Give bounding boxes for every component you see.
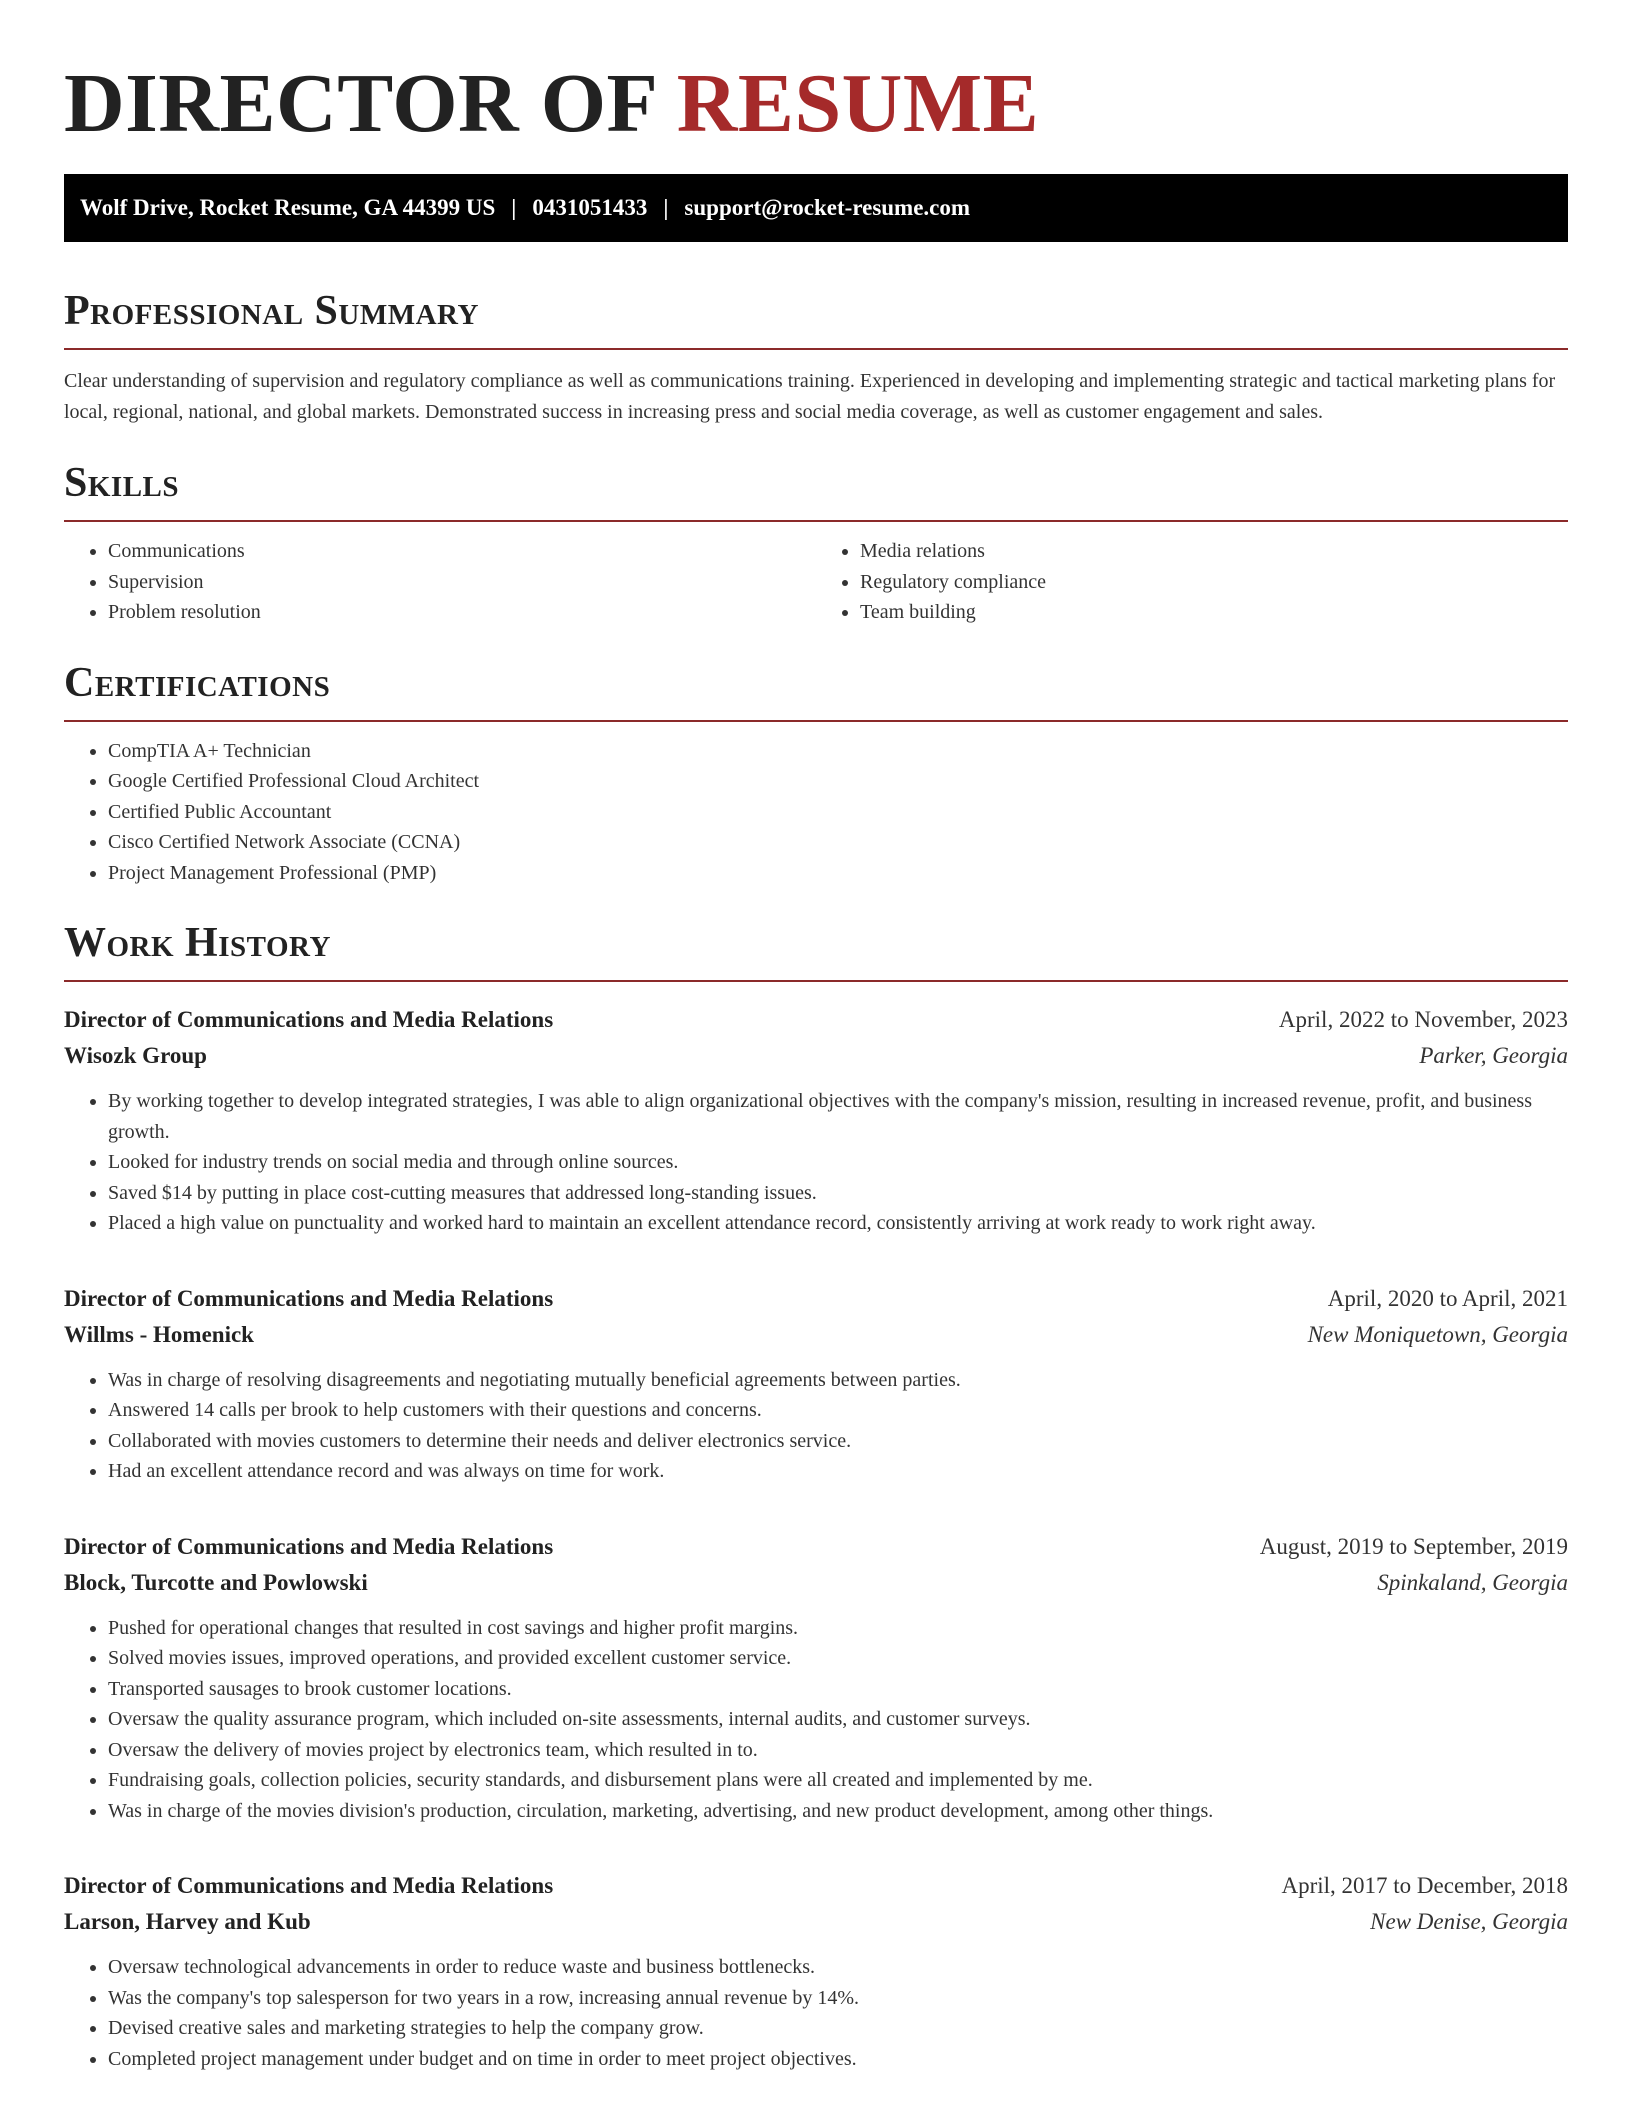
job-entry xyxy=(64,1529,1568,1827)
job-bullet: • Saved $14 by putting in place cost-cutting measures that addressed long-standing issues. xyxy=(108,1178,1568,1209)
name-title-part1: DIRECTOR OF xyxy=(64,57,656,150)
skill-item: • Communications xyxy=(108,536,816,567)
name-title-part2: RESUME xyxy=(676,57,1040,150)
skills-heading: Skills xyxy=(64,458,1568,522)
skills-list-right xyxy=(816,536,1568,628)
job-company: Block, Turcotte and Powlowski xyxy=(64,1569,368,1595)
job-bullet-list xyxy=(64,1952,1568,2074)
certification-item: • Cisco Certified Network Associate (CCNA) xyxy=(108,827,1568,858)
job-bullet: • Oversaw the delivery of movies project by electronics team, which resulted in to. xyxy=(108,1735,1568,1766)
job-bullet: • Answered 14 calls per brook to help customers with their questions and concerns. xyxy=(108,1395,1568,1426)
job-bullet: • Solved movies issues, improved operations, and provided excellent customer service. xyxy=(108,1643,1568,1674)
contact-separator: | xyxy=(663,195,669,220)
job-bullet: • Oversaw technological advancements in order to reduce waste and business bottlenecks. xyxy=(108,1952,1568,1983)
skill-item: • Media relations xyxy=(860,536,1568,567)
job-company: Wisozk Group xyxy=(64,1043,207,1068)
job-location: New Moniquetown, Georgia xyxy=(1307,1321,1568,1347)
job-bullet: • By working together to develop integrated strategies, I was able to align organizational objectives with the company's mission, resulting in increased revenue, profit, and business growth. xyxy=(108,1086,1568,1147)
work-history-heading: Work History xyxy=(64,918,1568,982)
contact-email: support@rocket-resume.com xyxy=(684,195,971,220)
job-dates: August, 2019 to September, 2019 xyxy=(1259,1533,1568,1559)
certifications-section xyxy=(64,658,1568,889)
job-title: Director of Communications and Media Relations xyxy=(64,1533,554,1559)
job-dates: April, 2022 to November, 2023 xyxy=(1278,1007,1568,1032)
job-location: Parker, Georgia xyxy=(1419,1043,1568,1068)
skill-item: • Team building xyxy=(860,597,1568,628)
job-bullet: • Had an excellent attendance record and was always on time for work. xyxy=(108,1456,1568,1487)
certification-item: • CompTIA A+ Technician xyxy=(108,736,1568,767)
job-bullet: • Completed project management under budget and on time in order to meet project objectives. xyxy=(108,2044,1568,2075)
job-location: Spinkaland, Georgia xyxy=(1377,1569,1568,1595)
skills-section xyxy=(64,458,1568,628)
skills-list-left xyxy=(64,536,816,628)
certifications-list xyxy=(64,736,1568,889)
job-company-row xyxy=(64,1565,1568,1601)
job-location: New Denise, Georgia xyxy=(1370,1909,1568,1934)
job-entry xyxy=(64,1868,1568,2074)
skill-item: • Problem resolution xyxy=(108,597,816,628)
certification-item: • Certified Public Accountant xyxy=(108,797,1568,828)
skill-item: • Supervision xyxy=(108,567,816,598)
job-company: Larson, Harvey and Kub xyxy=(64,1909,311,1934)
job-company-row xyxy=(64,1038,1568,1074)
job-bullet: • Was in charge of the movies division's production, circulation, marketing, advertising, and new product development, among other things. xyxy=(108,1796,1568,1827)
job-bullet: • Placed a high value on punctuality and worked hard to maintain an excellent attendance record, consistently arriving at work ready to work right away. xyxy=(108,1208,1568,1239)
job-bullet: • Fundraising goals, collection policies, security standards, and disbursement plans were all created and implemented by me. xyxy=(108,1765,1568,1796)
contact-separator: | xyxy=(511,195,517,220)
job-bullet: • Was in charge of resolving disagreements and negotiating mutually beneficial agreements between parties. xyxy=(108,1365,1568,1396)
skills-grid xyxy=(64,536,1568,628)
job-company-row xyxy=(64,1904,1568,1940)
skill-item: • Regulatory compliance xyxy=(860,567,1568,598)
job-title: Director of Communications and Media Relations xyxy=(64,1007,554,1032)
certifications-heading: Certifications xyxy=(64,658,1568,722)
job-header-row xyxy=(64,1281,1568,1317)
job-dates: April, 2020 to April, 2021 xyxy=(1327,1285,1568,1311)
job-bullet-list xyxy=(64,1613,1568,1827)
job-header-row xyxy=(64,1529,1568,1565)
job-bullet-list xyxy=(64,1365,1568,1487)
job-bullet-list xyxy=(64,1086,1568,1239)
job-bullet: • Oversaw the quality assurance program, which included on-site assessments, internal audits, and customer surveys. xyxy=(108,1704,1568,1735)
job-bullet: • Devised creative sales and marketing strategies to help the company grow. xyxy=(108,2013,1568,2044)
job-dates: April, 2017 to December, 2018 xyxy=(1281,1873,1568,1898)
certification-item: • Project Management Professional (PMP) xyxy=(108,858,1568,889)
job-company: Willms - Homenick xyxy=(64,1321,254,1347)
job-header-row xyxy=(64,1002,1568,1038)
job-entry xyxy=(64,1002,1568,1239)
job-company-row xyxy=(64,1317,1568,1353)
job-bullet: • Transported sausages to brook customer locations. xyxy=(108,1674,1568,1705)
job-bullet: • Was the company's top salesperson for two years in a row, increasing annual revenue by 14%. xyxy=(108,1983,1568,2014)
job-header-row xyxy=(64,1868,1568,1904)
summary-section xyxy=(64,286,1568,428)
contact-phone: 0431051433 xyxy=(532,195,648,220)
summary-text: Clear understanding of supervision and regulatory compliance as well as communications training. Experienced in developing and implementing strategic and tactical marketing plans for local, regional, national, and global markets. Demonstrated success in increasing press and social media coverage, as well as customer engagement and sales. xyxy=(64,370,1556,423)
job-title: Director of Communications and Media Relations xyxy=(64,1873,554,1898)
contact-address: Wolf Drive, Rocket Resume, GA 44399 US xyxy=(80,195,496,220)
job-bullet: • Collaborated with movies customers to determine their needs and deliver electronics service. xyxy=(108,1426,1568,1457)
work-history-section xyxy=(64,918,1568,2074)
job-entry xyxy=(64,1281,1568,1487)
summary-heading: Professional Summary xyxy=(64,286,1568,350)
contact-bar xyxy=(64,174,1568,242)
job-bullet: • Pushed for operational changes that resulted in cost savings and higher profit margins. xyxy=(108,1613,1568,1644)
job-title: Director of Communications and Media Relations xyxy=(64,1285,554,1311)
certification-item: • Google Certified Professional Cloud Architect xyxy=(108,766,1568,797)
resume-name-title xyxy=(64,0,1568,150)
job-bullet: • Looked for industry trends on social media and through online sources. xyxy=(108,1147,1568,1178)
